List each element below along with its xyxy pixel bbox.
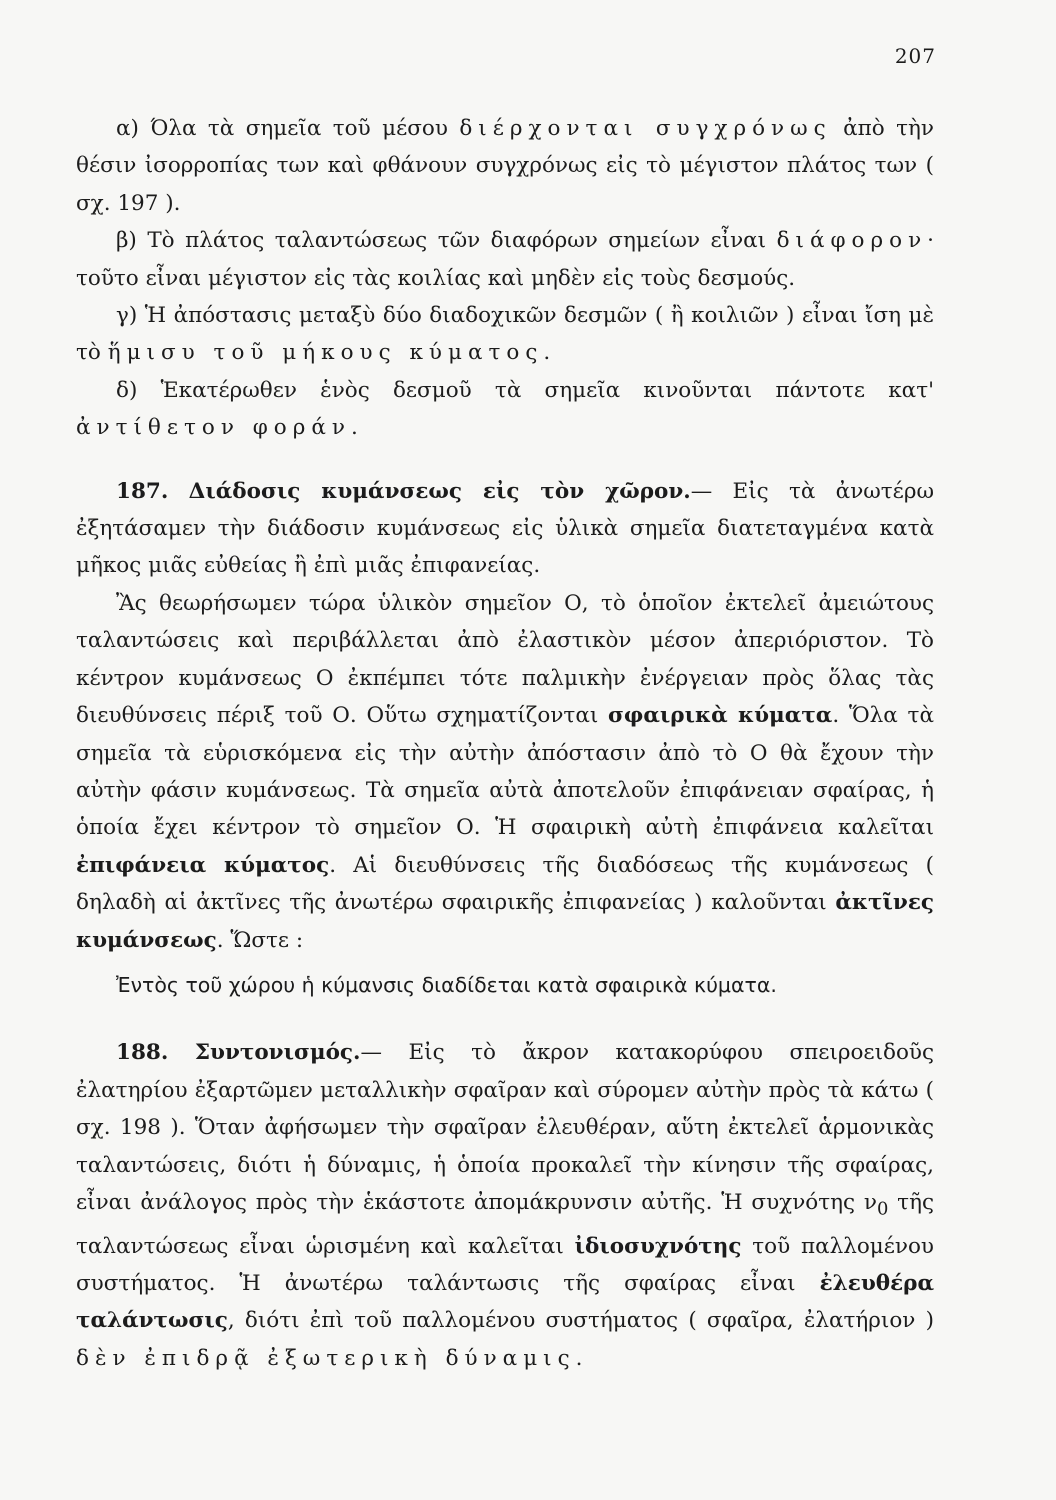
list-text-a-intro: Όλα τὰ σημεῖα τοῦ μέσου bbox=[150, 116, 448, 141]
list-text-d-spaced: ἀντίθετον φοράν bbox=[76, 415, 351, 441]
section-187-p2-a: Ἂς θεωρήσωμεν τώρα ὑλικὸν σημεῖον Ο, τὸ ὁποῖον ἐκτελεῖ ἀμειώτους ταλαντώσεις καὶ περιβάλλεται ἀπὸ ἐλαστικὸν μέσον ἀπεριόριστον. Τὸ κέντρον κυμάνσεως Ο ἐκπέμπει τότε παλμικὴν ἐνέργειαν πρὸς ὅλας τὰς διευθύνσεις πέριξ τοῦ Ο. Οὕτω σχηματίζονται bbox=[76, 590, 934, 729]
subscript-zero: 0 bbox=[876, 1198, 889, 1220]
page-number: 207 bbox=[894, 44, 936, 68]
term-free-oscillation: ἐλευθέρα ταλάντωσις bbox=[76, 1271, 934, 1334]
list-item-a bbox=[76, 110, 934, 222]
section-188-text-c: τοῦ παλλομένου συστήματος. Ἡ ἀνωτέρω ταλάντωσις τῆς σφαίρας εἶναι bbox=[76, 1233, 934, 1297]
section-187-p2-e: . Ὥστε : bbox=[216, 927, 304, 953]
section-188-spaced: δὲν ἐπιδρᾷ ἐξωτερικὴ δύναμις bbox=[76, 1345, 576, 1371]
list-text-c-rest: . bbox=[543, 340, 551, 366]
list-text-a-rest: ἀπὸ τὴν θέσιν ἰσορροπίας των καὶ φθάνουν συγχρόνως εἰς τὸ μέγιστον πλάτος των ( σχ. 197 ). bbox=[76, 116, 934, 216]
section-187-conclusion: Ἐντὸς τοῦ χώρου ἡ κύμανσις διαδίδεται κατὰ σφαιρικὰ κύματα. bbox=[116, 972, 777, 997]
section-gap bbox=[76, 1008, 934, 1034]
list-text-d-intro: Ἑκατέρωθεν ἑνὸς δεσμοῦ τὰ σημεῖα κινοῦνται πάντοτε κατ' bbox=[160, 377, 934, 403]
list-text-b-rest: · τοῦτο εἶναι μέγιστον εἰς τὰς κοιλίας καὶ μηδὲν εἰς τοὺς δεσμούς. bbox=[76, 228, 934, 291]
list-label-b: β) bbox=[116, 228, 137, 254]
section-187-p2-d: . Αἱ διευθύνσεις τῆς διαδόσεως τῆς κυμάνσεως ( δηλαδὴ αἱ ἀκτῖνες τῆς ἀνωτέρω σφαιρικῆς ἐπιφανείας ) καλοῦνται bbox=[76, 852, 935, 916]
list-label-d: δ) bbox=[116, 377, 138, 403]
list-text-a-spaced: διέρχονται συγχρόνως bbox=[459, 116, 832, 141]
section-188-text-b: τῆς ταλαντώσεως εἶναι ὡρισμένη καὶ καλεῖται bbox=[76, 1189, 934, 1259]
section-188-paragraph bbox=[76, 1034, 934, 1377]
section-188-title: Συντονισμός. bbox=[194, 1040, 361, 1066]
section-187-p1: — Εἰς τὰ ἀνωτέρω ἐξητάσαμεν τὴν διάδοσιν κυμάνσεως εἰς ὑλικὰ σημεῖα διατεταγμένα κατὰ μῆκος μιᾶς εὐθείας ἢ ἐπὶ μιᾶς ἐπιφανείας. bbox=[76, 478, 934, 579]
list-label-a: α) bbox=[116, 116, 139, 141]
term-wave-rays: ἀκτῖνες κυμάνσεως bbox=[76, 890, 934, 953]
list-item-c bbox=[76, 297, 934, 372]
section-187-intro bbox=[76, 473, 934, 585]
term-natural-frequency: ἰδιοσυχνότης bbox=[574, 1233, 742, 1259]
section-188-text-a: — Εἰς τὸ ἄκρον κατακορύφου σπειροειδοῦς ἐλατηρίου ἐξαρτῶμεν μεταλλικὴν σφαῖραν καὶ σύρομεν αὐτὴν πρὸς τὰ κάτω ( σχ. 198 ). Ὅταν ἀφήσωμεν τὴν σφαῖραν ἐλευθέραν, αὕτη ἐκτελεῖ ἁρμονικὰς ταλαντώσεις, διότι ἡ δύναμις, ἡ ὁποία προκαλεῖ τὴν κίνησιν τῆς σφαίρας, εἶναι ἀνάλογος πρὸς τὴν ἑκάστοτε ἀπομάκρυνσιν αὐτῆς. Ἡ συχνότης ν bbox=[76, 1040, 934, 1215]
list-text-c-spaced: ἥμισυ τοῦ μήκους κύματος bbox=[107, 340, 544, 366]
section-188-text-d: , διότι ἐπὶ τοῦ παλλομένου συστήματος ( σφαῖρα, ἐλατήριον ) bbox=[227, 1308, 934, 1334]
list-item-d bbox=[76, 372, 934, 447]
section-187-number: 187. bbox=[116, 478, 169, 504]
list-text-b-spaced: διάφορον bbox=[776, 228, 928, 254]
page-body bbox=[76, 110, 934, 1377]
section-187-title: Διάδοσις κυμάνσεως εἰς τὸν χῶρον. bbox=[188, 478, 691, 504]
term-spherical-waves: σφαιρικὰ κύματα bbox=[608, 703, 833, 729]
section-188-text-e: . bbox=[575, 1345, 583, 1371]
list-text-b-intro: Τὸ πλάτος ταλαντώσεως τῶν διαφόρων σημείων εἶναι bbox=[147, 228, 767, 254]
list-text-d-rest: . bbox=[350, 415, 358, 441]
list-item-b bbox=[76, 222, 934, 297]
list-text-c-intro: Ἡ ἀπόστασις μεταξὺ δύο διαδοχικῶν δεσμῶν ( ἢ κοιλιῶν ) εἶναι ἴση μὲ τὸ bbox=[76, 303, 935, 366]
section-188-number: 188. bbox=[116, 1040, 169, 1066]
section-gap bbox=[76, 447, 934, 473]
section-187-p2-c: . Ὅλα τὰ σημεῖα τὰ εὑρισκόμενα εἰς τὴν αὐτὴν ἀπόστασιν ἀπὸ τὸ Ο θὰ ἔχουν τὴν αὐτὴν φάσιν κυμάνσεως. Τὰ σημεῖα αὐτὰ ἀποτελοῦν ἐπιφάνειαν σφαίρας, ἡ ὁποία ἔχει κέντρον τὸ σημεῖον Ο. Ἡ σφαιρικὴ αὐτὴ ἐπιφάνεια καλεῖται bbox=[76, 703, 934, 841]
term-wave-surface: ἐπιφάνεια κύματος bbox=[76, 852, 330, 878]
section-187-paragraph bbox=[76, 585, 934, 959]
list-label-c: γ) bbox=[116, 303, 138, 329]
